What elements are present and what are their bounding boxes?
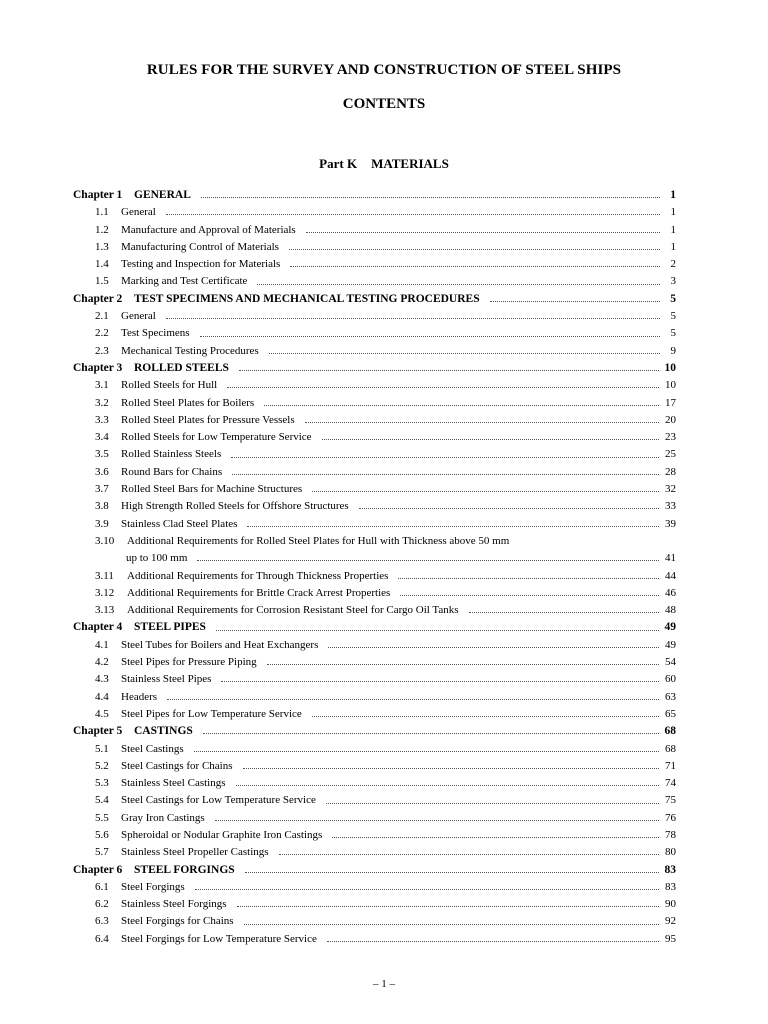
dot-leader bbox=[166, 318, 660, 319]
dot-leader bbox=[279, 854, 659, 855]
dot-leader bbox=[312, 491, 659, 492]
page-ref: 44 bbox=[665, 569, 676, 582]
page-ref: 1 bbox=[670, 223, 676, 236]
dot-leader bbox=[398, 578, 659, 579]
toc-section-row[interactable] bbox=[73, 568, 676, 585]
dot-leader bbox=[267, 664, 659, 665]
dot-leader bbox=[332, 837, 659, 838]
section-number: 3.10 bbox=[95, 534, 115, 547]
section-title: Additional Requirements for Through Thickness Properties bbox=[127, 569, 389, 582]
toc-section-row[interactable] bbox=[73, 602, 676, 619]
section-number: 4.2 bbox=[95, 656, 109, 669]
section-title: Headers bbox=[121, 690, 158, 703]
dot-leader bbox=[269, 353, 660, 354]
toc-section-row[interactable] bbox=[73, 810, 676, 827]
dot-leader bbox=[312, 716, 659, 717]
section-title: Rolled Steels for Hull bbox=[121, 379, 218, 392]
section-number: 3.7 bbox=[95, 483, 109, 496]
toc-section-row[interactable] bbox=[73, 377, 676, 394]
section-number: 3.6 bbox=[95, 465, 109, 478]
section-number: 1.5 bbox=[95, 275, 109, 288]
toc-section-row[interactable] bbox=[73, 654, 676, 671]
section-number: 3.12 bbox=[95, 586, 115, 599]
section-title: Additional Requirements for Brittle Crack Arrest Properties bbox=[127, 586, 391, 599]
toc-section-row[interactable] bbox=[73, 775, 676, 792]
toc-section-row[interactable] bbox=[73, 516, 676, 533]
page-ref: 5 bbox=[670, 292, 676, 305]
section-number: 1.1 bbox=[95, 206, 109, 219]
page-ref: 10 bbox=[664, 361, 676, 374]
part-name: MATERIALS bbox=[371, 156, 449, 171]
chapter-number: Chapter 3 bbox=[73, 361, 123, 374]
dot-leader bbox=[359, 508, 659, 509]
part-label: Part K bbox=[319, 156, 358, 171]
dot-leader bbox=[289, 249, 660, 250]
toc-section-row[interactable] bbox=[73, 758, 676, 775]
document-title: RULES FOR THE SURVEY AND CONSTRUCTION OF STEEL SHIPS bbox=[146, 62, 622, 78]
section-title: Steel Forgings for Chains bbox=[121, 915, 234, 928]
section-number: 3.3 bbox=[95, 413, 109, 426]
section-number: 6.4 bbox=[95, 932, 109, 945]
toc-chapter-row[interactable] bbox=[73, 187, 676, 204]
dot-leader bbox=[195, 889, 659, 890]
section-title: up to 100 mm bbox=[126, 552, 188, 565]
toc-chapter-row[interactable] bbox=[73, 619, 676, 636]
page-ref: 33 bbox=[665, 500, 676, 513]
dot-leader bbox=[221, 681, 659, 682]
section-title: Steel Tubes for Boilers and Heat Exchangers bbox=[121, 638, 319, 651]
section-title: Mechanical Testing Procedures bbox=[121, 344, 259, 357]
dot-leader bbox=[201, 197, 660, 198]
section-title: Stainless Steel Forgings bbox=[121, 898, 227, 911]
dot-leader bbox=[231, 457, 659, 458]
page-ref: 48 bbox=[665, 604, 676, 617]
page-ref: 83 bbox=[665, 880, 676, 893]
chapter-title: GENERAL bbox=[134, 189, 191, 201]
section-title: Steel Castings for Chains bbox=[121, 759, 233, 772]
section-number: 6.2 bbox=[95, 898, 109, 911]
page-ref: 68 bbox=[665, 742, 676, 755]
chapter-number: Chapter 6 bbox=[73, 863, 123, 876]
page-ref: 28 bbox=[665, 465, 676, 478]
page-ref: 2 bbox=[670, 258, 676, 271]
section-number: 3.2 bbox=[95, 396, 109, 409]
page-ref: 1 bbox=[670, 189, 676, 201]
chapter-number: Chapter 1 bbox=[73, 189, 123, 201]
section-number: 3.13 bbox=[95, 604, 115, 617]
section-number: 1.4 bbox=[95, 258, 109, 271]
chapter-title: ROLLED STEELS bbox=[134, 361, 229, 374]
dot-leader bbox=[247, 526, 659, 527]
toc-section-row[interactable] bbox=[73, 343, 676, 360]
section-number: 2.1 bbox=[95, 310, 109, 323]
page-ref: 54 bbox=[665, 656, 676, 669]
dot-leader bbox=[236, 785, 660, 786]
toc-section-row[interactable] bbox=[73, 498, 676, 515]
section-number: 3.9 bbox=[95, 517, 109, 530]
section-number: 3.1 bbox=[95, 379, 109, 392]
section-title: High Strength Rolled Steels for Offshore Structures bbox=[121, 500, 349, 513]
page-ref: 63 bbox=[665, 690, 676, 703]
dot-leader bbox=[197, 560, 659, 561]
toc-section-row[interactable] bbox=[73, 585, 676, 602]
section-number: 5.4 bbox=[95, 794, 109, 807]
section-title: Manufacturing Control of Materials bbox=[121, 240, 279, 253]
section-title: Steel Castings for Low Temperature Service bbox=[121, 794, 316, 807]
dot-leader bbox=[400, 595, 659, 596]
section-title: Rolled Stainless Steels bbox=[121, 448, 222, 461]
dot-leader bbox=[322, 439, 659, 440]
dot-leader bbox=[243, 768, 659, 769]
dot-leader bbox=[215, 820, 659, 821]
dot-leader bbox=[227, 387, 659, 388]
section-title: Test Specimens bbox=[121, 327, 190, 340]
dot-leader bbox=[326, 803, 659, 804]
section-number: 3.5 bbox=[95, 448, 109, 461]
page-ref: 60 bbox=[665, 673, 676, 686]
section-title: Stainless Clad Steel Plates bbox=[121, 517, 238, 530]
toc-section-row[interactable] bbox=[73, 429, 676, 446]
toc-section-row[interactable] bbox=[73, 533, 676, 550]
section-number: 4.3 bbox=[95, 673, 109, 686]
dot-leader bbox=[237, 906, 659, 907]
section-number: 5.6 bbox=[95, 828, 109, 841]
page-number: – 1 – bbox=[373, 978, 395, 990]
dot-leader bbox=[245, 872, 659, 873]
section-number: 2.2 bbox=[95, 327, 109, 340]
toc-section-row[interactable] bbox=[73, 204, 676, 221]
toc-section-row[interactable] bbox=[73, 550, 676, 567]
toc-section-row[interactable] bbox=[73, 412, 676, 429]
section-title: Additional Requirements for Rolled Steel Plates for Hull with Thickness above 50 mm bbox=[127, 534, 510, 547]
section-title: Additional Requirements for Corrosion Resistant Steel for Cargo Oil Tanks bbox=[127, 604, 459, 617]
dot-leader bbox=[194, 751, 659, 752]
section-number: 6.3 bbox=[95, 915, 109, 928]
section-title: Marking and Test Certificate bbox=[121, 275, 248, 288]
section-title: Rolled Steels for Low Temperature Service bbox=[121, 431, 312, 444]
section-title: Round Bars for Chains bbox=[121, 465, 223, 478]
section-title: Testing and Inspection for Materials bbox=[121, 258, 281, 271]
page-ref: 74 bbox=[665, 777, 676, 790]
dot-leader bbox=[328, 647, 659, 648]
section-title: Spheroidal or Nodular Graphite Iron Castings bbox=[121, 828, 323, 841]
toc-section-row[interactable] bbox=[73, 464, 676, 481]
toc-section-row[interactable] bbox=[73, 827, 676, 844]
page-ref: 65 bbox=[665, 707, 676, 720]
toc-section-row[interactable] bbox=[73, 325, 676, 342]
section-number: 5.1 bbox=[95, 742, 109, 755]
toc-section-row[interactable] bbox=[73, 308, 676, 325]
dot-leader bbox=[244, 924, 659, 925]
toc-section-row[interactable] bbox=[73, 273, 676, 290]
dot-leader bbox=[167, 699, 659, 700]
page-ref: 5 bbox=[670, 327, 676, 340]
toc-chapter-row[interactable] bbox=[73, 723, 676, 740]
toc-section-row[interactable] bbox=[73, 931, 676, 948]
section-title: Steel Castings bbox=[121, 742, 184, 755]
section-number: 1.2 bbox=[95, 223, 109, 236]
page-ref: 10 bbox=[665, 379, 676, 392]
dot-leader bbox=[166, 214, 660, 215]
section-number: 4.4 bbox=[95, 690, 109, 703]
section-title: Rolled Steel Plates for Pressure Vessels bbox=[121, 413, 295, 426]
page-ref: 23 bbox=[665, 431, 676, 444]
section-title: Steel Pipes for Pressure Piping bbox=[121, 656, 257, 669]
dot-leader bbox=[216, 630, 659, 631]
section-number: 3.11 bbox=[95, 569, 114, 582]
section-title: General bbox=[121, 206, 156, 219]
dot-leader bbox=[232, 474, 659, 475]
section-title: Manufacture and Approval of Materials bbox=[121, 223, 296, 236]
section-title: Rolled Steel Bars for Machine Structures bbox=[121, 483, 303, 496]
part-heading bbox=[0, 156, 768, 172]
toc-chapter-row[interactable] bbox=[73, 291, 676, 308]
dot-leader bbox=[327, 941, 659, 942]
toc-section-row[interactable] bbox=[73, 792, 676, 809]
section-title: Steel Forgings for Low Temperature Service bbox=[121, 932, 317, 945]
dot-leader bbox=[200, 336, 660, 337]
section-title: Stainless Steel Pipes bbox=[121, 673, 212, 686]
toc-section-row[interactable] bbox=[73, 239, 676, 256]
dot-leader bbox=[469, 612, 659, 613]
page-ref: 17 bbox=[665, 396, 676, 409]
page-ref: 9 bbox=[670, 344, 676, 357]
toc-section-row[interactable] bbox=[73, 689, 676, 706]
section-number: 5.5 bbox=[95, 811, 109, 824]
table-of-contents bbox=[73, 187, 676, 948]
section-number: 6.1 bbox=[95, 880, 109, 893]
page-ref: 90 bbox=[665, 898, 676, 911]
chapter-title: TEST SPECIMENS AND MECHANICAL TESTING PROCEDURES bbox=[134, 292, 480, 305]
page-ref: 32 bbox=[665, 483, 676, 496]
dot-leader bbox=[290, 266, 660, 267]
page-ref: 92 bbox=[665, 915, 676, 928]
dot-leader bbox=[264, 405, 659, 406]
page-ref: 78 bbox=[665, 828, 676, 841]
page-ref: 80 bbox=[665, 846, 676, 859]
toc-section-row[interactable] bbox=[73, 222, 676, 239]
page-ref: 1 bbox=[670, 206, 676, 219]
page-ref: 41 bbox=[665, 552, 676, 565]
section-number: 1.3 bbox=[95, 240, 109, 253]
page-ref: 20 bbox=[665, 413, 676, 426]
chapter-title: STEEL FORGINGS bbox=[134, 863, 235, 876]
page-ref: 76 bbox=[665, 811, 676, 824]
section-number: 5.7 bbox=[95, 846, 109, 859]
toc-section-row[interactable] bbox=[73, 637, 676, 654]
section-number: 2.3 bbox=[95, 344, 109, 357]
toc-section-row[interactable] bbox=[73, 741, 676, 758]
dot-leader bbox=[490, 301, 660, 302]
toc-section-row[interactable] bbox=[73, 481, 676, 498]
section-number: 3.8 bbox=[95, 500, 109, 513]
page-ref: 71 bbox=[665, 759, 676, 772]
page-ref: 39 bbox=[665, 517, 676, 530]
section-title: Stainless Steel Castings bbox=[121, 777, 226, 790]
toc-section-row[interactable] bbox=[73, 395, 676, 412]
page-ref: 83 bbox=[664, 863, 676, 876]
page-ref: 3 bbox=[670, 275, 676, 288]
section-number: 5.3 bbox=[95, 777, 109, 790]
section-title: Stainless Steel Propeller Castings bbox=[121, 846, 269, 859]
page-ref: 75 bbox=[665, 794, 676, 807]
section-title: Gray Iron Castings bbox=[121, 811, 205, 824]
page-ref: 1 bbox=[670, 240, 676, 253]
page-ref: 5 bbox=[670, 310, 676, 323]
section-title: General bbox=[121, 310, 156, 323]
dot-leader bbox=[203, 733, 659, 734]
page-ref: 49 bbox=[664, 621, 676, 634]
dot-leader bbox=[306, 232, 660, 233]
section-number: 3.4 bbox=[95, 431, 109, 444]
section-title: Rolled Steel Plates for Boilers bbox=[121, 396, 255, 409]
toc-section-row[interactable] bbox=[73, 879, 676, 896]
page-ref: 49 bbox=[665, 638, 676, 651]
toc-section-row[interactable] bbox=[73, 256, 676, 273]
dot-leader bbox=[239, 370, 659, 371]
dot-leader bbox=[257, 284, 660, 285]
section-title: Steel Pipes for Low Temperature Service bbox=[121, 707, 302, 720]
page-ref: 46 bbox=[665, 586, 676, 599]
chapter-number: Chapter 4 bbox=[73, 621, 123, 634]
page-ref: 95 bbox=[665, 932, 676, 945]
toc-section-row[interactable] bbox=[73, 446, 676, 463]
section-number: 5.2 bbox=[95, 759, 109, 772]
toc-section-row[interactable] bbox=[73, 844, 676, 861]
toc-section-row[interactable] bbox=[73, 706, 676, 723]
toc-section-row[interactable] bbox=[73, 896, 676, 913]
toc-chapter-row[interactable] bbox=[73, 862, 676, 879]
chapter-number: Chapter 2 bbox=[73, 292, 123, 305]
section-number: 4.1 bbox=[95, 638, 109, 651]
dot-leader bbox=[305, 422, 659, 423]
chapter-number: Chapter 5 bbox=[73, 725, 123, 738]
section-title: Steel Forgings bbox=[121, 880, 185, 893]
contents-heading: CONTENTS bbox=[342, 96, 426, 112]
chapter-title: STEEL PIPES bbox=[134, 621, 206, 634]
toc-section-row[interactable] bbox=[73, 913, 676, 930]
toc-chapter-row[interactable] bbox=[73, 360, 676, 377]
page-ref: 25 bbox=[665, 448, 676, 461]
section-number: 4.5 bbox=[95, 707, 109, 720]
page-ref: 68 bbox=[664, 725, 676, 738]
toc-section-row[interactable] bbox=[73, 671, 676, 688]
chapter-title: CASTINGS bbox=[134, 725, 193, 738]
